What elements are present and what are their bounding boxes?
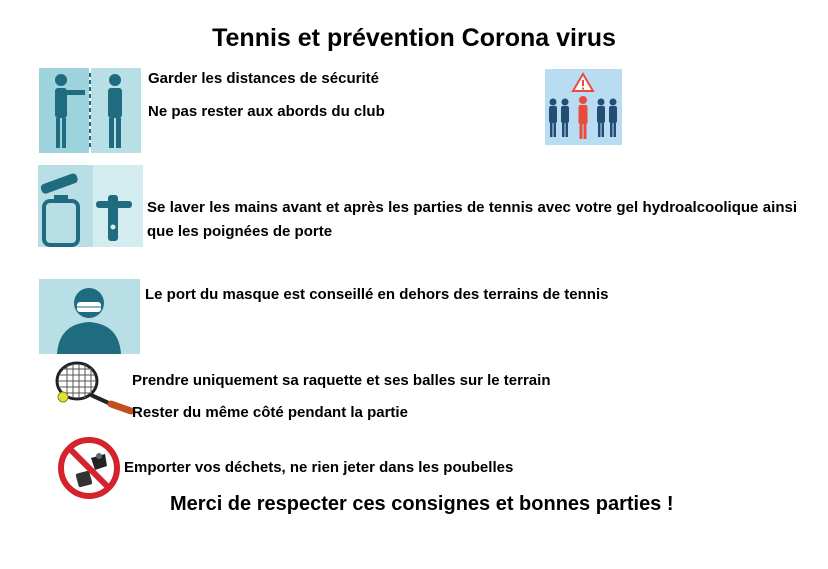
closing-message: Merci de respecter ces consignes et bonnes parties ! [170, 493, 674, 515]
social-distancing-icon [39, 68, 141, 153]
distance-line-2: Ne pas rester aux abords du club [148, 103, 385, 120]
racket-line-1: Prendre uniquement sa raquette et ses balles sur le terrain [132, 372, 551, 389]
crowd-alert-icon [545, 69, 622, 145]
hands-text: Se laver les mains avant et après les parties de tennis avec votre gel hydroalcoolique ainsi que les poignées de porte [147, 199, 797, 240]
distance-line-1: Garder les distances de sécurité [148, 70, 379, 87]
waste-text: Emporter vos déchets, ne rien jeter dans les poubelles [124, 459, 514, 476]
face-mask-person-icon [39, 279, 140, 354]
racket-line-2: Rester du même côté pendant la partie [132, 404, 408, 421]
tennis-racket-icon [53, 359, 135, 415]
no-littering-icon [57, 436, 121, 500]
page-title: Tennis et prévention Corona virus [212, 24, 616, 52]
hand-sanitizer-door-handle-icon [38, 165, 143, 247]
mask-text: Le port du masque est conseillé en dehors des terrains de tennis [145, 286, 609, 303]
